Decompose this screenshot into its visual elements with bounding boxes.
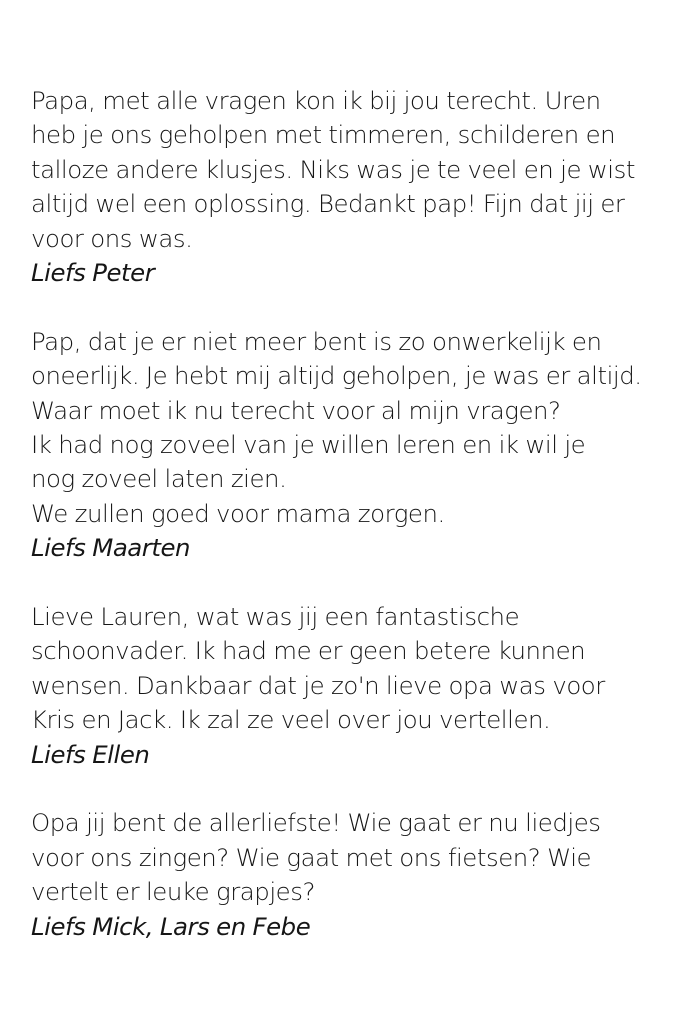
message-body: Lieve Lauren, wat was jij een fantastische schoonvader. Ik had me er geen betere kunnen wensen. Dankbaar dat je zo'n lieve opa was voor Kris en Jack. Ik zal ze veel over jou vertellen. [31, 602, 605, 735]
message-peter [31, 84, 671, 290]
message-mick-lars-febe [31, 806, 671, 944]
message-maarten [31, 325, 671, 566]
message-body: Pap, dat je er niet meer bent is zo onwerkelijk en oneerlijk. Je hebt mij altijd geholpen, je was er altijd. Waar moet ik nu terecht voor al mijn vragen? Ik had nog zoveel van je willen leren en ik wil je nog zoveel laten zien. We zullen goed voor mama zorgen. [31, 326, 642, 528]
message-signature: Liefs Mick, Lars en Febe [31, 911, 311, 941]
message-signature: Liefs Peter [31, 258, 155, 288]
message-body: Opa jij bent de allerliefste! Wie gaat er nu liedjes voor ons zingen? Wie gaat met ons fietsen? Wie vertelt er leuke grapjes? [31, 808, 601, 907]
condolence-messages [31, 84, 671, 979]
message-body: Papa, met alle vragen kon ik bij jou terecht. Uren heb je ons geholpen met timmeren, schilderen en talloze andere klusjes. Niks was je te veel en je wist altijd wel een oplossing. Bedankt pap! Fijn dat jij er voor ons was. [31, 86, 635, 253]
message-signature: Liefs Maarten [31, 533, 191, 563]
message-ellen [31, 600, 671, 772]
message-signature: Liefs Ellen [31, 739, 150, 769]
